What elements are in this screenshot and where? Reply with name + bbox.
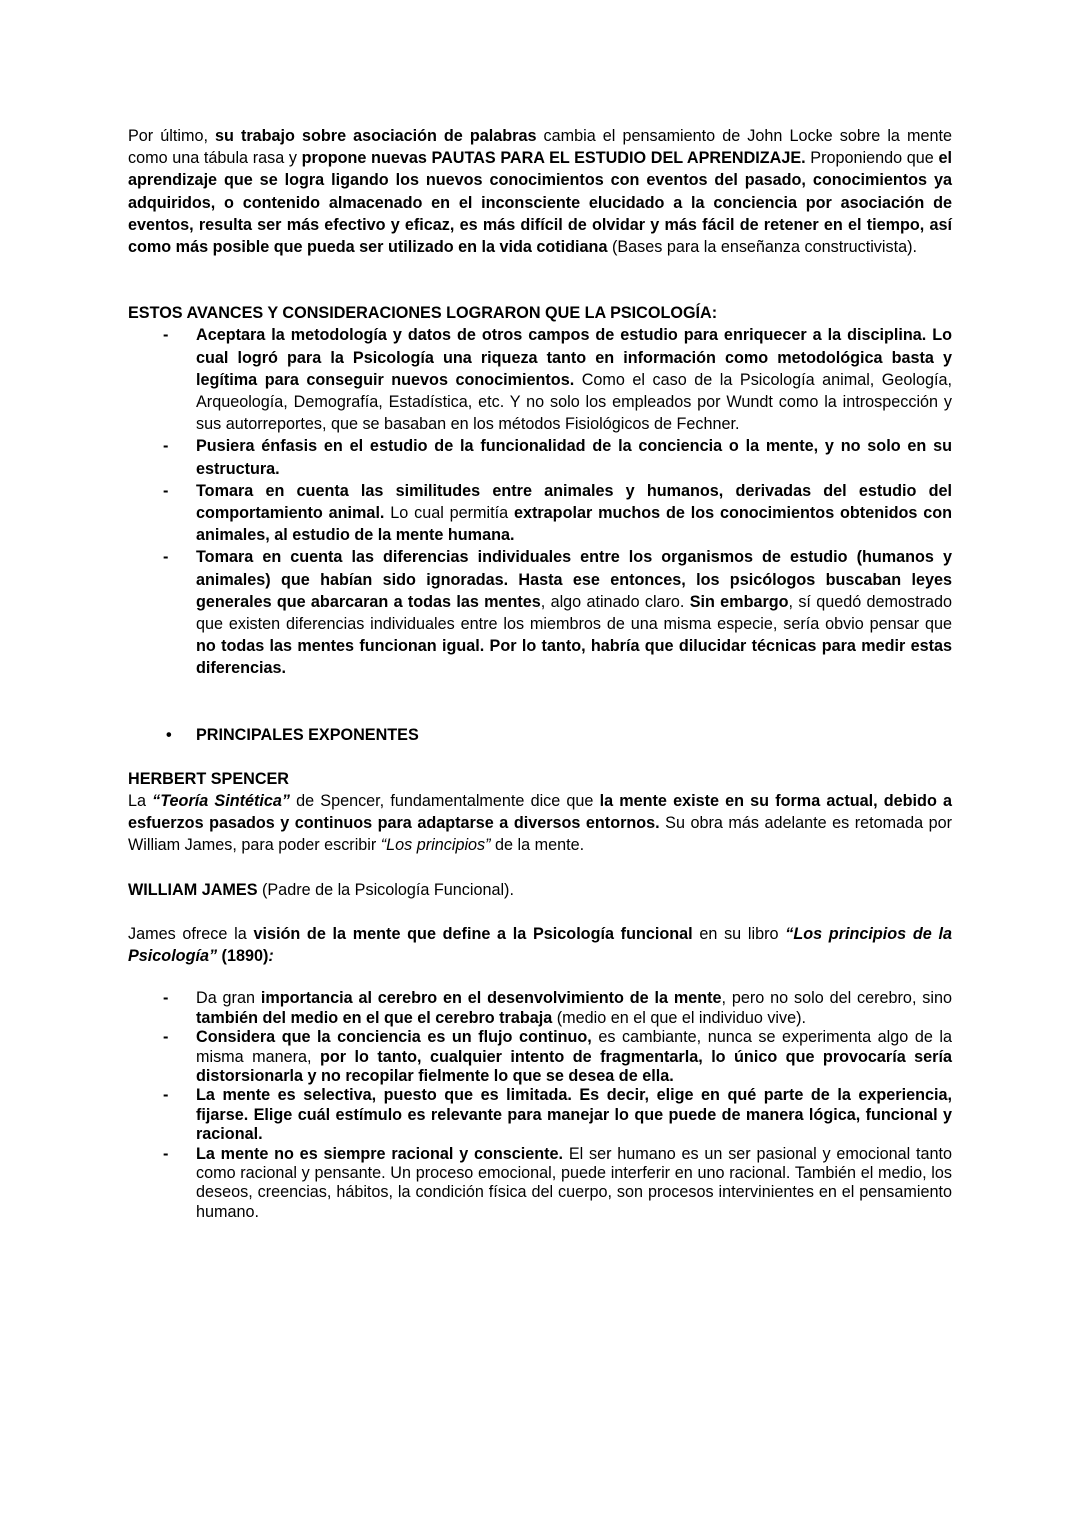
spacer-6: [128, 967, 952, 989]
james-year: (1890): [217, 947, 269, 966]
exponentes-list: [128, 724, 952, 746]
james-name-rest: (Padre de la Psicología Funcional).: [257, 880, 514, 899]
item-plain-2: , sí quedó demostrado que existen diferencias individuales entre los miembros de una misma especie, sería obvio pensar que: [196, 592, 952, 634]
item-plain-1: es cambiante, nunca se experimenta algo de la misma manera,: [196, 1028, 952, 1066]
item-bold-1: Considera que la conciencia es un flujo continuo,: [196, 1028, 592, 1047]
spencer-paragraph: [128, 790, 952, 857]
item-bold-2: extrapolar muchos de los conocimientos obtenidos con animales, al estudio de la mente humana.: [196, 504, 952, 545]
james-name-bold: WILLIAM JAMES: [128, 880, 258, 899]
item-bold-2: por lo tanto, cualquier intento de fragmentarla, lo único que provocaría sería distorsionarla y no recopilar fielmente lo que se desea de ella.: [196, 1047, 952, 1085]
exponentes-label: PRINCIPALES EXPONENTES: [196, 725, 419, 744]
james-heading-line: [128, 879, 952, 901]
item-plain-1: Lo cual permitía: [384, 504, 514, 523]
spencer-text-1: La: [128, 792, 153, 811]
list-item: [128, 480, 952, 547]
item-bold-1: La mente no es siempre racional y consciente.: [196, 1144, 564, 1163]
item-plain-1: , algo atinado claro.: [540, 592, 690, 611]
item-bold-1: La mente es selectiva, puesto que es limitada. Es decir, elige en qué parte de la experiencia, fijarse. Elige cuál estímulo es relevante para manejar lo que puede de manera lógica, funcional y racional.: [196, 1086, 952, 1144]
james-text-1: James ofrece la: [128, 924, 254, 943]
item-bold-1: Tomara en cuenta las diferencias individuales entre los organismos de estudio (humanos y animales) que habían sido ignoradas. Hasta ese entonces, los psicólogos buscaban leyes generales que abarcaran a todas las mentes: [196, 548, 952, 611]
james-text-2: en su libro: [692, 924, 786, 943]
james-intro-paragraph: [128, 923, 952, 967]
spacer-4: [128, 857, 952, 879]
james-bold-1: visión de la mente que define a la Psicología funcional: [253, 924, 693, 943]
spacer-3: [128, 746, 952, 768]
item-plain-1: Como el caso de la Psicología animal, Geología, Arqueología, Demografía, Estadística, etc. Y no solo los empleados por Wundt como la introspección y sus autorreportes, que se basaban en los métodos Fisiológicos de Fechner.: [196, 370, 952, 434]
intro-bold-2: propone nuevas PAUTAS PARA EL ESTUDIO DEL APRENDIZAJE.: [301, 149, 806, 168]
intro-text-1: Por último,: [128, 127, 216, 145]
document-content: [128, 125, 952, 1222]
item-bold-1: Pusiera énfasis en el estudio de la funcionalidad de la conciencia o la mente, y no solo en su estructura.: [196, 437, 952, 478]
item-plain-1: El ser humano es un ser pasional y emocional tanto como racional y pensante. Un proceso emocional, puede interferir en uno racional. También el medio, los deseos, creencias, hábitos, la condición física del cuerpo, son procesos intervinientes en el pensamiento humano.: [196, 1144, 953, 1221]
item-bold-1: Aceptara la metodología y datos de otros campos de estudio para enriquecer a la disciplina. Lo cual logró para la Psicología una riqueza tanto en información como metodológica basta y legítima para conseguir nuevos conocimientos.: [196, 326, 952, 389]
list-item: [128, 435, 952, 479]
intro-bold-3: el aprendizaje que se logra ligando los nuevos conocimientos con eventos del pasado, conocimientos ya adquiridos, o contenido almacenado en el inconsciente elucidado a la conciencia por asociación de eventos, resulta ser más efectivo y eficaz, es más difícil de olvidar y más fácil de retener en el tiempo, así como más posible que pueda ser utilizado en la vida cotidiana: [128, 149, 952, 257]
avances-heading: ESTOS AVANCES Y CONSIDERACIONES LOGRARON QUE LA PSICOLOGÍA:: [128, 304, 718, 323]
item-bold-1: Tomara en cuenta las similitudes entre animales y humanos, derivadas del estudio del comportamiento animal.: [196, 481, 952, 523]
item-plain-3: (medio en el que el individuo vive).: [552, 1008, 806, 1027]
list-item: [128, 324, 952, 435]
intro-text-4: (Bases para la enseñanza constructivista).: [607, 238, 917, 257]
intro-text-2: cambia el pensamiento de John Locke sobre la mente como una tábula rasa y: [128, 127, 952, 168]
james-colon: :: [268, 947, 274, 966]
list-item: [128, 724, 952, 746]
list-item: [128, 546, 952, 679]
spencer-text-3: Su obra más adelante es retomada por William James, para poder escribir: [128, 814, 952, 855]
james-book-title: “Los principios de la Psicología”: [128, 924, 952, 966]
item-bold-1: importancia al cerebro en el desenvolvimiento de la mente: [260, 989, 722, 1008]
spencer-bold-1: la mente existe en su forma actual, debido a esfuerzos pasados y continuos para adaptarse a diversos entornos.: [128, 792, 952, 833]
spacer-1: [128, 258, 952, 302]
spencer-text-4: de la mente.: [490, 836, 585, 855]
spacer-2: [128, 680, 952, 724]
item-plain-1: Da gran: [196, 989, 261, 1008]
spencer-title-teoria-sintetica: “Teoría Sintética”: [152, 792, 290, 811]
list-item: [128, 989, 952, 1028]
list-item: [128, 1086, 952, 1144]
intro-paragraph: [128, 125, 952, 258]
item-plain-2: , pero no solo del cerebro, sino: [721, 989, 952, 1008]
intro-text-3: Proponiendo que: [805, 149, 939, 168]
avances-list: [128, 324, 952, 679]
list-item: [128, 1028, 952, 1086]
intro-bold-1: su trabajo sobre asociación de palabras: [215, 127, 537, 145]
list-item: [128, 1145, 952, 1223]
item-bold-2: Sin embargo: [689, 592, 789, 611]
spencer-text-2: de Spencer, fundamentalmente dice que: [289, 792, 600, 811]
spencer-heading: HERBERT SPENCER: [128, 769, 289, 788]
spacer-5: [128, 901, 952, 923]
james-list: [128, 989, 952, 1222]
spencer-title-los-principios: “Los principios”: [380, 836, 491, 855]
item-bold-2: también del medio en el que el cerebro trabaja: [196, 1008, 553, 1027]
item-bold-3: no todas las mentes funcionan igual. Por lo tanto, habría que dilucidar técnicas para medir estas diferencias.: [196, 637, 952, 678]
